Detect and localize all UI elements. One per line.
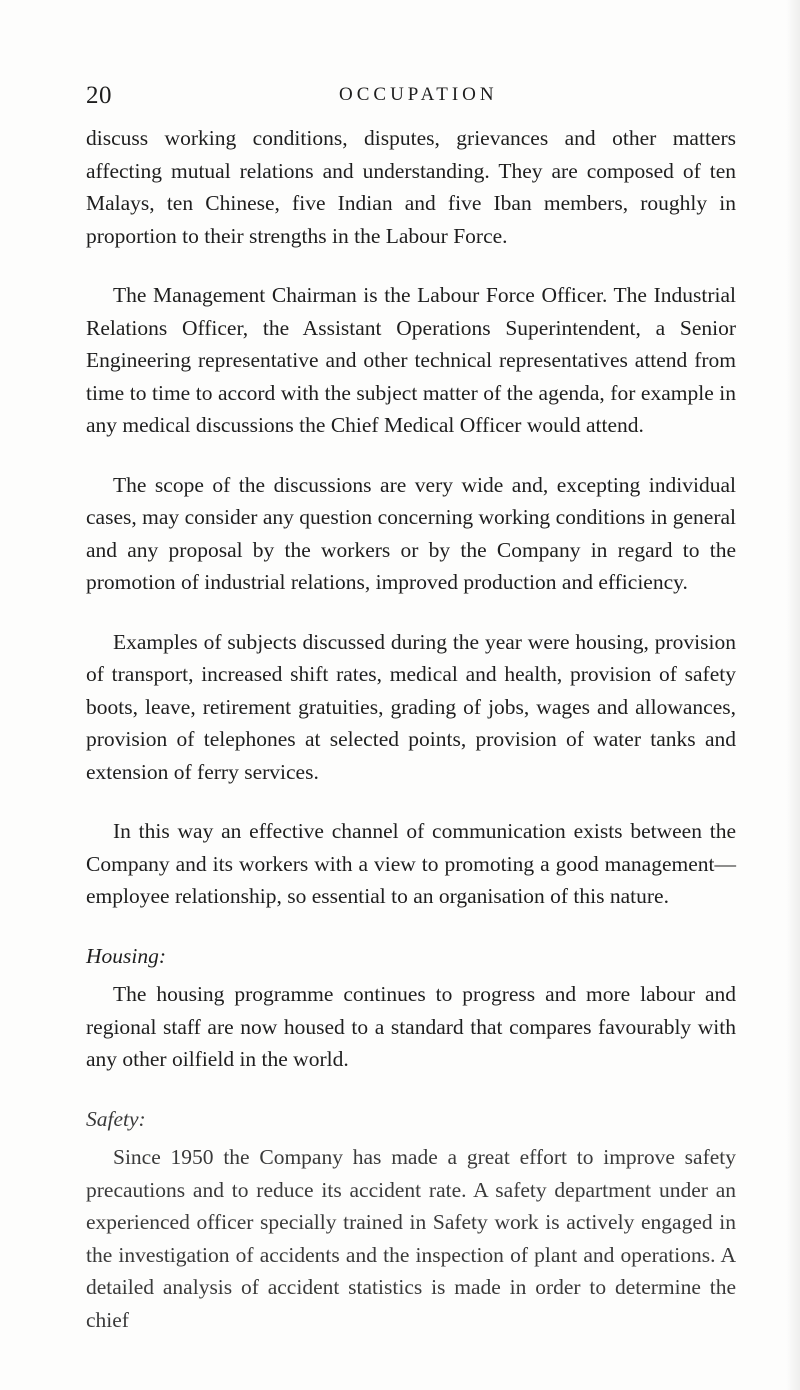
paragraph-continuation: discuss working conditions, disputes, grievances and other matters affecting mutual relations and understanding. They are composed of ten Malays, ten Chinese, five Indian and five Iban members, roughly in proportion to their strengths in the Labour Force. <box>86 126 736 248</box>
page-header <box>86 82 740 116</box>
paragraph-communication-channel: In this way an effective channel of communication exists between the Company and its workers with a view to promoting a good management—employee relationship, so essential to an organisation of this nature. <box>86 819 736 908</box>
section-heading-safety: Safety: <box>86 1106 146 1131</box>
section-heading-housing: Housing: <box>86 943 167 968</box>
page-number: 20 <box>86 82 112 109</box>
paragraph-scope-of-discussions: The scope of the discussions are very wide and, excepting individual cases, may consider any question concerning working conditions in general and any proposal by the workers or by the Company in regard to the promotion of industrial relations, improved production and efficiency. <box>86 472 736 594</box>
page-edge-shadow <box>786 0 800 1390</box>
paragraph-housing: The housing programme continues to progress and more labour and regional staff are now housed to a standard that compares favourably with any other oilfield in the world. <box>86 982 736 1071</box>
page-body <box>86 122 736 1363</box>
paragraph-safety: Since 1950 the Company has made a great effort to improve safety precautions and to reduce its accident rate. A safety department under an experienced officer specially trained in Safety work is actively engaged in the investigation of accidents and the inspection of plant and operations. A detailed analysis of accident statistics is made in order to determine the chief <box>86 1145 736 1332</box>
paragraph-examples-of-subjects: Examples of subjects discussed during the year were housing, provision of transport, increased shift rates, medical and health, provision of safety boots, leave, retirement gratuities, grading of jobs, wages and allowances, provision of telephones at selected points, provision of water tanks and extension of ferry services. <box>86 629 736 784</box>
paragraph-management-chairman: The Management Chairman is the Labour Force Officer. The Industrial Relations Officer, the Assistant Operations Superintendent, a Senior Engineering representative and other technical representatives attend from time to time to accord with the subject matter of the agenda, for example in any medical discussions the Chief Medical Officer would attend. <box>86 283 736 437</box>
running-head: OCCUPATION <box>339 84 498 105</box>
